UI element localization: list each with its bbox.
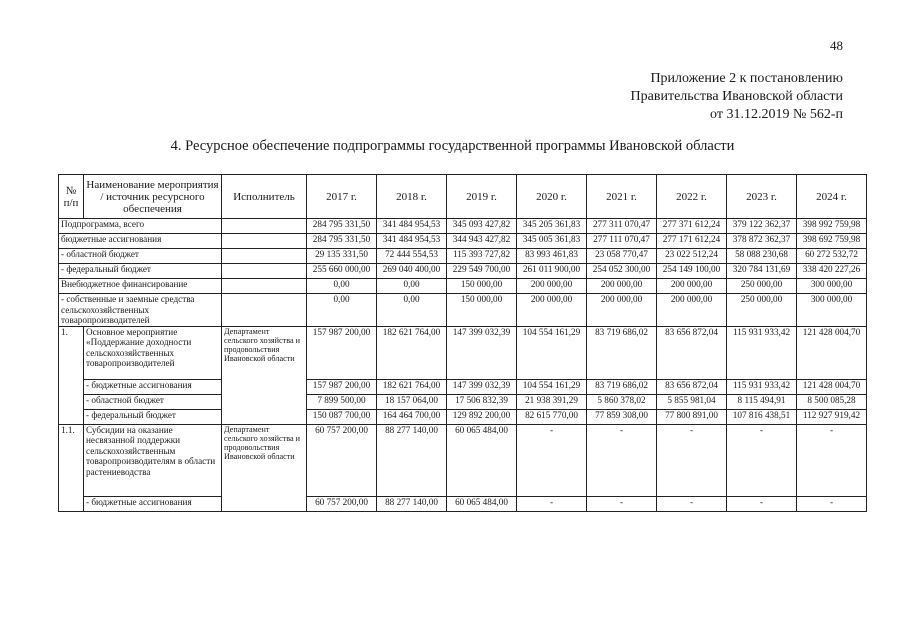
row-label: - федеральный бюджет	[84, 409, 222, 424]
table-row	[59, 496, 867, 511]
value-cell: 21 938 391,29	[517, 394, 587, 409]
executor-cell	[222, 264, 307, 279]
table-row	[59, 394, 867, 409]
value-cell: -	[587, 496, 657, 511]
value-cell: 341 484 954,53	[377, 219, 447, 234]
value-cell: 182 621 764,00	[377, 379, 447, 394]
value-cell: -	[587, 424, 657, 496]
value-cell: 200 000,00	[587, 294, 657, 327]
header-name: Наименование мероприятия / источник ресурсного обеспечения	[84, 175, 222, 219]
value-cell: -	[517, 496, 587, 511]
value-cell: 121 428 004,70	[797, 326, 867, 379]
value-cell: 0,00	[377, 294, 447, 327]
value-cell: 255 660 000,00	[307, 264, 377, 279]
value-cell: 344 943 427,82	[447, 234, 517, 249]
row-label: Подпрограмма, всего	[59, 219, 222, 234]
value-cell: 18 157 064,00	[377, 394, 447, 409]
value-cell: 104 554 161,29	[517, 326, 587, 379]
header-executor: Исполнитель	[222, 175, 307, 219]
table-row	[59, 249, 867, 264]
value-cell: 83 656 872,04	[657, 379, 727, 394]
value-cell: 398 992 759,98	[797, 219, 867, 234]
value-cell: 341 484 954,53	[377, 234, 447, 249]
value-cell: 8 500 085,28	[797, 394, 867, 409]
value-cell: 320 784 131,69	[727, 264, 797, 279]
value-cell: 379 122 362,37	[727, 219, 797, 234]
value-cell: 58 088 230,68	[727, 249, 797, 264]
value-cell: 200 000,00	[517, 294, 587, 327]
value-cell: 261 011 900,00	[517, 264, 587, 279]
appendix-line-2: Правительства Ивановской области	[630, 89, 843, 104]
value-cell: 277 311 070,47	[587, 219, 657, 234]
value-cell: 269 040 400,00	[377, 264, 447, 279]
value-cell: 229 549 700,00	[447, 264, 517, 279]
value-cell: 77 859 308,00	[587, 409, 657, 424]
value-cell: 23 058 770,47	[587, 249, 657, 264]
header-year: 2018 г.	[377, 175, 447, 219]
value-cell: 200 000,00	[657, 294, 727, 327]
header-year: 2023 г.	[727, 175, 797, 219]
value-cell: 83 719 686,02	[587, 379, 657, 394]
value-cell: 345 205 361,83	[517, 219, 587, 234]
value-cell: 60 757 200,00	[307, 424, 377, 496]
value-cell: 300 000,00	[797, 279, 867, 294]
value-cell: 115 931 933,42	[727, 326, 797, 379]
table-row	[59, 234, 867, 249]
value-cell: 129 892 200,00	[447, 409, 517, 424]
resource-table	[58, 174, 867, 512]
value-cell: 5 855 981,04	[657, 394, 727, 409]
value-cell: 150 087 700,00	[307, 409, 377, 424]
value-cell: 77 800 891,00	[657, 409, 727, 424]
table-row	[59, 294, 867, 327]
row-label: бюджетные ассигнования	[59, 234, 222, 249]
page-number: 48	[830, 38, 843, 53]
row-label: - собственные и заемные средства сельскохозяйственных товаропроизводителей	[59, 294, 222, 327]
row-label: - федеральный бюджет	[59, 264, 222, 279]
item-number: 1.1.	[59, 424, 84, 511]
value-cell: 182 621 764,00	[377, 326, 447, 379]
appendix-line-3: от 31.12.2019 № 562-п	[710, 107, 843, 122]
value-cell: 29 135 331,50	[307, 249, 377, 264]
value-cell: 338 420 227,26	[797, 264, 867, 279]
section-heading: 4. Ресурсное обеспечение подпрограммы государственной программы Ивановской области	[170, 138, 735, 154]
appendix-line-1: Приложение 2 к постановлению	[650, 71, 843, 86]
value-cell: -	[797, 424, 867, 496]
value-cell: 107 816 438,51	[727, 409, 797, 424]
value-cell: 112 927 919,42	[797, 409, 867, 424]
value-cell: 157 987 200,00	[307, 326, 377, 379]
value-cell: 5 860 378,02	[587, 394, 657, 409]
value-cell: 378 872 362,37	[727, 234, 797, 249]
value-cell: -	[727, 424, 797, 496]
value-cell: 88 277 140,00	[377, 424, 447, 496]
header-year: 2017 г.	[307, 175, 377, 219]
value-cell: 82 615 770,00	[517, 409, 587, 424]
executor-cell	[222, 279, 307, 294]
value-cell: 83 656 872,04	[657, 326, 727, 379]
value-cell: -	[657, 424, 727, 496]
value-cell: 345 093 427,82	[447, 219, 517, 234]
header-year: 2022 г.	[657, 175, 727, 219]
value-cell: 8 115 494,91	[727, 394, 797, 409]
value-cell: -	[797, 496, 867, 511]
value-cell: 60 757 200,00	[307, 496, 377, 511]
value-cell: -	[657, 496, 727, 511]
value-cell: 277 371 612,24	[657, 219, 727, 234]
value-cell: 150 000,00	[447, 294, 517, 327]
executor-cell: Департамент сельского хозяйства и продовольствия Ивановской области	[222, 326, 307, 424]
header-year: 2021 г.	[587, 175, 657, 219]
value-cell: 164 464 700,00	[377, 409, 447, 424]
table-body	[59, 219, 867, 512]
header-year: 2020 г.	[517, 175, 587, 219]
value-cell: 150 000,00	[447, 279, 517, 294]
table-row	[59, 409, 867, 424]
table-row	[59, 326, 867, 379]
table-header-row	[59, 175, 867, 219]
value-cell: 60 272 532,72	[797, 249, 867, 264]
value-cell: 104 554 161,29	[517, 379, 587, 394]
value-cell: 277 171 612,24	[657, 234, 727, 249]
value-cell: 250 000,00	[727, 294, 797, 327]
executor-cell	[222, 234, 307, 249]
value-cell: 254 052 300,00	[587, 264, 657, 279]
row-label: - бюджетные ассигнования	[84, 496, 222, 511]
row-label: - областной бюджет	[84, 394, 222, 409]
value-cell: 115 393 727,82	[447, 249, 517, 264]
value-cell: 72 444 554,53	[377, 249, 447, 264]
value-cell: 200 000,00	[517, 279, 587, 294]
executor-cell	[222, 219, 307, 234]
value-cell: 83 719 686,02	[587, 326, 657, 379]
value-cell: 83 993 461,83	[517, 249, 587, 264]
value-cell: 398 692 759,98	[797, 234, 867, 249]
item-number: 1.	[59, 326, 84, 424]
executor-cell	[222, 294, 307, 327]
value-cell: 284 795 331,50	[307, 219, 377, 234]
row-label: Субсидии на оказание несвязанной поддержки сельскохозяйственным товаропроизводителям в области растениеводства	[84, 424, 222, 496]
table-row	[59, 219, 867, 234]
value-cell: -	[517, 424, 587, 496]
table-row	[59, 424, 867, 496]
table-row	[59, 379, 867, 394]
value-cell: 277 111 070,47	[587, 234, 657, 249]
value-cell: 0,00	[307, 294, 377, 327]
value-cell: -	[727, 496, 797, 511]
executor-cell: Департамент сельского хозяйства и продовольствия Ивановской области	[222, 424, 307, 511]
value-cell: 115 931 933,42	[727, 379, 797, 394]
appendix-block	[631, 70, 843, 124]
header-no: № п/п	[59, 175, 84, 219]
row-label: - бюджетные ассигнования	[84, 379, 222, 394]
value-cell: 0,00	[377, 279, 447, 294]
row-label: - областной бюджет	[59, 249, 222, 264]
value-cell: 157 987 200,00	[307, 379, 377, 394]
value-cell: 60 065 484,00	[447, 424, 517, 496]
value-cell: 254 149 100,00	[657, 264, 727, 279]
value-cell: 300 000,00	[797, 294, 867, 327]
header-year: 2024 г.	[797, 175, 867, 219]
value-cell: 147 399 032,39	[447, 326, 517, 379]
value-cell: 284 795 331,50	[307, 234, 377, 249]
value-cell: 147 399 032,39	[447, 379, 517, 394]
header-year: 2019 г.	[447, 175, 517, 219]
value-cell: 200 000,00	[587, 279, 657, 294]
row-label: Внебюджетное финансирование	[59, 279, 222, 294]
executor-cell	[222, 249, 307, 264]
table-row	[59, 279, 867, 294]
value-cell: 345 005 361,83	[517, 234, 587, 249]
value-cell: 7 899 500,00	[307, 394, 377, 409]
value-cell: 88 277 140,00	[377, 496, 447, 511]
value-cell: 60 065 484,00	[447, 496, 517, 511]
value-cell: 200 000,00	[657, 279, 727, 294]
table-row	[59, 264, 867, 279]
value-cell: 250 000,00	[727, 279, 797, 294]
value-cell: 23 022 512,24	[657, 249, 727, 264]
value-cell: 17 506 832,39	[447, 394, 517, 409]
row-label: Основное мероприятие «Поддержание доходности сельскохозяйственных товаропроизводителей	[84, 326, 222, 379]
value-cell: 121 428 004,70	[797, 379, 867, 394]
value-cell: 0,00	[307, 279, 377, 294]
